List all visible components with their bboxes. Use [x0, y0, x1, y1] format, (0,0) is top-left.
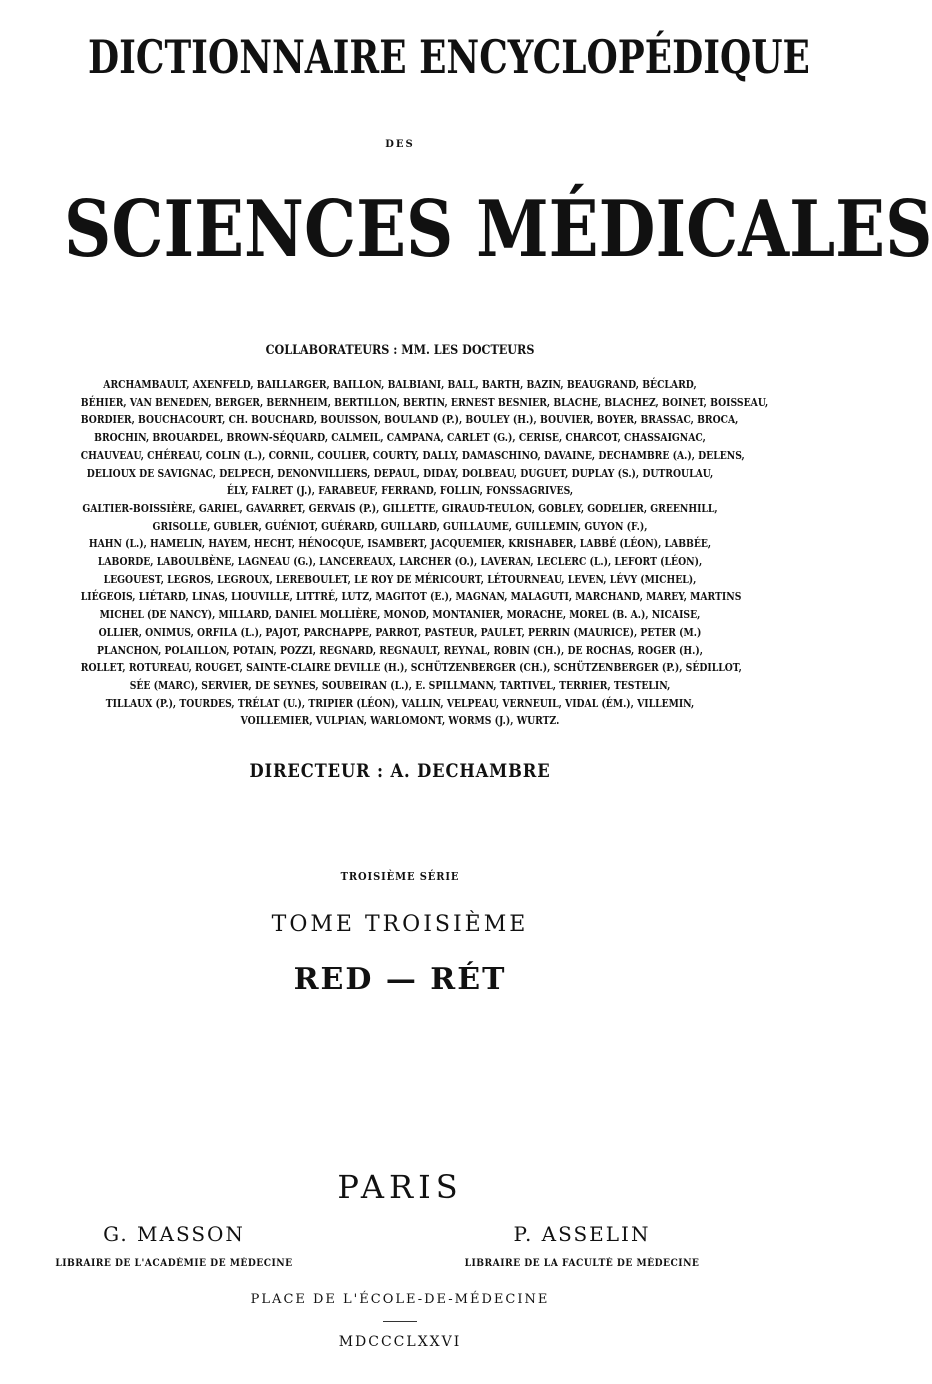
publisher-name: P. ASSELIN [513, 1222, 651, 1246]
collaborators-line: LEGOUEST, LEGROS, LEGROUX, LEREBOULET, LE ROY DE MÉRICOURT, LÉTOURNEAU, LEVEN, LÉVY (MICHEL), [103, 572, 697, 586]
publisher-address: PLACE DE L'ÉCOLE-DE-MÉDECINE [250, 1292, 550, 1307]
collaborators-line: ROLLET, ROTUREAU, ROUGET, SAINTE-CLAIRE DEVILLE (H.), SCHÜTZENBERGER (CH.), SCHÜTZENBERGER (P.), SÉDILLOT, [80, 661, 742, 675]
collaborators-line: LABORDE, LABOULBÈNE, LAGNEAU (G.), LANCEREAUX, LARCHER (O.), LAVERAN, LECLERC (L.), LEFORT (LÉON), [97, 555, 703, 569]
collaborators-line: HAHN (L.), HAMELIN, HAYEM, HECHT, HÉNOCQUE, ISAMBERT, JACQUEMIER, KRISHABER, LABBÉ (LÉON), LABBÉE, [88, 537, 712, 551]
collaborators-line: ÉLY, FALRET (J.), FARABEUF, FERRAND, FOLLIN, FONSSAGRIVES, [226, 484, 574, 498]
publication-city: PARIS [337, 1168, 463, 1206]
title-line-2: SCIENCES MÉDICALES [64, 184, 932, 275]
collaborators-line: TILLAUX (P.), TOURDES, TRÉLAT (U.), TRIPIER (LÉON), VALLIN, VELPEAU, VERNEUIL, VIDAL (ÉM.), VILLEMIN, [105, 696, 695, 710]
director-line: DIRECTEUR : A. DECHAMBRE [249, 760, 551, 782]
collaborators-heading: COLLABORATEURS : MM. LES DOCTEURS [265, 343, 535, 358]
collaborators-line: ARCHAMBAULT, AXENFELD, BAILLARGER, BAILLON, BALBIANI, BALL, BARTH, BAZIN, BEAUGRAND, BÉCLARD, [103, 378, 697, 391]
collaborators-line: SÉE (MARC), SERVIER, DE SEYNES, SOUBEIRAN (L.), E. SPILLMANN, TARTIVEL, TERRIER, TESTELIN, [129, 678, 671, 692]
divider-rule [383, 1321, 417, 1322]
collaborators-line: OLLIER, ONIMUS, ORFILA (L.), PAJOT, PARCHAPPE, PARROT, PASTEUR, PAULET, PERRIN (MAURICE), PETER (M.) [98, 625, 702, 639]
publisher-subtitle: LIBRAIRE DE L'ACADÉMIE DE MÉDECINE [55, 1258, 293, 1269]
title-connector: DES [385, 139, 415, 150]
collaborators-line: DELIOUX DE SAVIGNAC, DELPECH, DENONVILLIERS, DEPAUL, DIDAY, DOLBEAU, DUGUET, DUPLAY (S.), DUTROULAU, [86, 466, 714, 480]
collaborators-line: GRISOLLE, GUBLER, GUÉNIOT, GUÉRARD, GUILLARD, GUILLAUME, GUILLEMIN, GUYON (F.), [152, 519, 648, 533]
collaborators-line: PLANCHON, POLAILLON, POTAIN, POZZI, REGNARD, REGNAULT, REYNAL, ROBIN (CH.), DE ROCHAS, ROGER (H.), [97, 643, 703, 657]
collaborators-line: VOILLEMIER, VULPIAN, WARLOMONT, WORMS (J.), WURTZ. [240, 714, 560, 728]
collaborators-list [20, 376, 780, 730]
title-line-1: DICTIONNAIRE ENCYCLOPÉDIQUE [88, 30, 810, 84]
collaborators-line: BROCHIN, BROUARDEL, BROWN-SÉQUARD, CALMEIL, CAMPANA, CARLET (G.), CERISE, CHARCOT, CHASSAIGNAC, [94, 431, 706, 445]
series-label: TROISIÈME SÉRIE [340, 870, 460, 883]
collaborators-line: GALTIER-BOISSIÈRE, GARIEL, GAVARRET, GERVAIS (P.), GILLETTE, GIRAUD-TEULON, GOBLEY, GODELIER, GREENHILL, [82, 501, 718, 515]
volume-range: RED — RÉT [293, 962, 507, 997]
publisher-subtitle: LIBRAIRE DE LA FACULTÉ DE MÉDECINE [464, 1258, 700, 1269]
publisher-left [14, 1222, 334, 1269]
publication-year: MDCCCLXXVI [338, 1334, 462, 1350]
publisher-right [422, 1222, 742, 1269]
collaborators-line: BORDIER, BOUCHACOURT, CH. BOUCHARD, BOUISSON, BOULAND (P.), BOULEY (H.), BOUVIER, BOYER, BRASSAC, BROCA, [80, 413, 739, 427]
publisher-name: G. MASSON [103, 1222, 245, 1246]
volume-label: TOME TROISIÈME [271, 912, 529, 937]
collaborators-line: CHAUVEAU, CHÉREAU, COLIN (L.), CORNIL, COULIER, COURTY, DALLY, DAMASCHINO, DAVAINE, DECHAMBRE (A.), DELENS, [80, 448, 745, 462]
collaborators-line: MICHEL (DE NANCY), MILLARD, DANIEL MOLLIÈRE, MONOD, MONTANIER, MORACHE, MOREL (B. A.), NICAISE, [99, 608, 701, 622]
collaborators-line: LIÉGEOIS, LIÉTARD, LINAS, LIOUVILLE, LITTRÉ, LUTZ, MAGITOT (E.), MAGNAN, MALAGUTI, MARCHAND, MAREY, MARTINS [80, 590, 742, 604]
collaborators-line: BÉHIER, VAN BENEDEN, BERGER, BERNHEIM, BERTILLON, BERTIN, ERNEST BESNIER, BLACHE, BLACHEZ, BOINET, BOISSEAU, [80, 395, 769, 409]
